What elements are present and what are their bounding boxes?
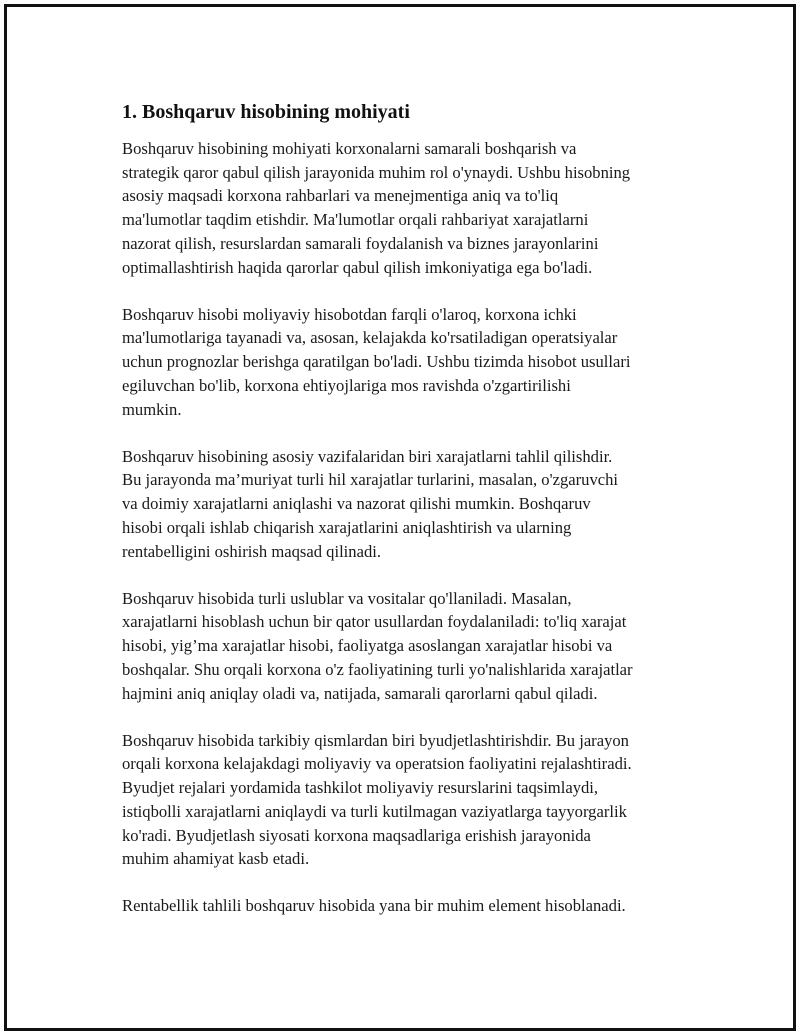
section-heading: 1. Boshqaruv hisobining mohiyati xyxy=(122,101,410,123)
page-frame xyxy=(4,4,796,1031)
paragraph: Boshqaruv hisobida turli uslublar va vositalar qo'llaniladi. Masalan, xarajatlarni hisoblash uchun bir qator usullardan foydalaniladi: to'liq xarajat hisobi, yig’ma xarajatlar hisobi, faoliyatga asoslangan xarajatlar hisobi va boshqalar. Shu orqali korxona o'z faoliyatining turli yo'nalishlarida xarajatlar hajmini aniq aniqlay oladi va, natijada, samarali qarorlarni qabul qiladi. xyxy=(122,588,633,703)
document-body xyxy=(122,99,702,942)
paragraph: Rentabellik tahlili boshqaruv hisobida yana bir muhim element hisoblanadi. xyxy=(122,896,626,916)
paragraph: Boshqaruv hisobining mohiyati korxonalarni samarali boshqarish va strategik qaror qabul qilish jarayonida muhim rol o'ynaydi. Ushbu hisobning asosiy maqsadi korxona rahbarlari va menejmentiga aniq va to'liq ma'lumotlar taqdim etishdir. Ma'lumotlar orqali rahbariyat xarajatlarni nazorat qilish, resurslardan samarali foydalanish va biznes jarayonlarini optimallashtirish haqida qarorlar qabul qilish imkoniyatiga ega bo'ladi. xyxy=(122,139,631,277)
paragraph: Boshqaruv hisobining asosiy vazifalaridan biri xarajatlarni tahlil qilishdir. Bu jarayonda ma’muriyat turli hil xarajatlar turlarini, masalan, o'zgaruvchi va doimiy xarajatlarni aniqlashi va nazorat qilishi mumkin. Boshqaruv hisobi orqali ishlab chiqarish xarajatlarini aniqlashtirish va ularning rentabelligini oshirish maqsad qilinadi. xyxy=(122,446,619,561)
paragraph: Boshqaruv hisobida tarkibiy qismlardan biri byudjetlashtirishdir. Bu jarayon orqali korxona kelajakdagi moliyaviy va operatsion faoliyatini rejalashtiradi. Byudjet rejalari yordamida tashkilot moliyaviy resurslarini taqsimlaydi, istiqbolli xarajatlarni aniqlaydi va turli kutilmagan vaziyatlarga tayyorgarlik ko'radi. Byudjetlash siyosati korxona maqsadlariga erishish jarayonida muhim ahamiyat kasb etadi. xyxy=(122,730,632,869)
paragraph: Boshqaruv hisobi moliyaviy hisobotdan farqli o'laroq, korxona ichki ma'lumotlariga tayanadi va, asosan, kelajakda ko'rsatiladigan operatsiyalar uchun prognozlar berishga qaratilgan bo'ladi. Ushbu tizimda hisobot usullari egiluvchan bo'lib, korxona ehtiyojlariga mos ravishda o'zgartirilishi mumkin. xyxy=(122,304,631,419)
